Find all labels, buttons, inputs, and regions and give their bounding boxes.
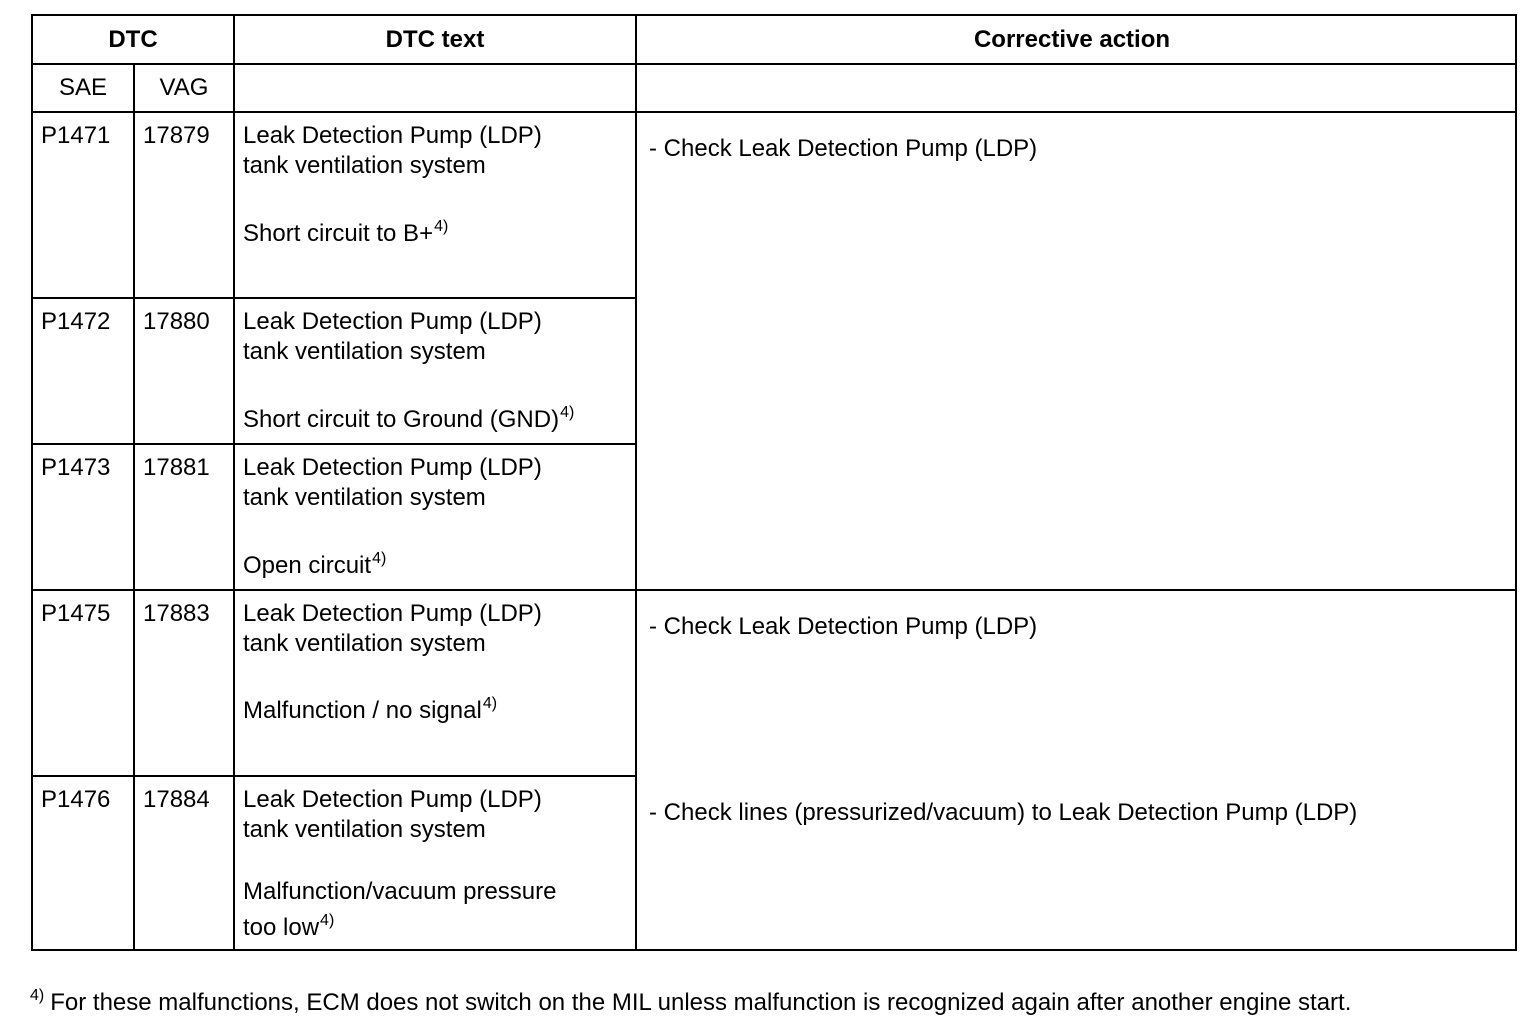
dtc-text-line: tank ventilation system xyxy=(243,338,486,365)
dtc-table xyxy=(31,14,1517,951)
vag-code: 17881 xyxy=(143,454,210,481)
grid-line xyxy=(635,16,637,949)
sae-code: P1472 xyxy=(41,308,111,335)
sae-code: P1471 xyxy=(41,122,111,149)
header-dtc: DTC xyxy=(108,26,158,53)
corrective-action-text: - Check lines (pressurized/vacuum) to Leak Detection Pump (LDP) xyxy=(649,799,1358,826)
header-dtc-text: DTC text xyxy=(385,26,485,53)
footnote-ref: 4) xyxy=(434,218,449,235)
footnote-ref: 4) xyxy=(482,695,498,712)
footnote-ref: 4) xyxy=(372,550,387,567)
footnote xyxy=(30,988,1351,1021)
dtc-text-line: tank ventilation system xyxy=(243,816,486,843)
dtc-text-line: tank ventilation system xyxy=(243,152,486,179)
dtc-detail xyxy=(243,696,497,729)
grid-line xyxy=(33,297,635,299)
dtc-text-line: Leak Detection Pump (LDP) xyxy=(243,786,542,813)
dtc-text-line: tank ventilation system xyxy=(243,630,486,657)
grid-line xyxy=(33,589,1515,591)
dtc-text-line: Leak Detection Pump (LDP) xyxy=(243,308,542,335)
grid-line xyxy=(33,111,1515,113)
dtc-text-line: Leak Detection Pump (LDP) xyxy=(243,122,542,149)
vag-code: 17879 xyxy=(143,122,210,149)
dtc-detail-text: Malfunction / no signal xyxy=(243,697,482,724)
dtc-text-line: tank ventilation system xyxy=(243,484,486,511)
dtc-detail-text: Short circuit to Ground (GND) xyxy=(243,406,560,433)
vag-code: 17880 xyxy=(143,308,210,335)
dtc-detail: Malfunction/vacuum pressure xyxy=(243,878,557,905)
header-sae: SAE xyxy=(58,74,108,101)
footnote-marker: 4) xyxy=(30,987,45,1004)
dtc-detail xyxy=(243,913,334,946)
dtc-detail-text: too low xyxy=(243,914,320,941)
footnote-ref: 4) xyxy=(560,404,575,421)
dtc-detail xyxy=(243,551,386,584)
corrective-action-text: - Check Leak Detection Pump (LDP) xyxy=(649,613,1038,640)
dtc-detail-text: Open circuit xyxy=(243,552,372,579)
vag-code: 17884 xyxy=(143,786,210,813)
grid-line xyxy=(233,16,235,949)
vag-code: 17883 xyxy=(143,600,210,627)
grid-line xyxy=(33,443,635,445)
sae-code: P1473 xyxy=(41,454,111,481)
sae-code: P1476 xyxy=(41,786,111,813)
sae-code: P1475 xyxy=(41,600,111,627)
dtc-detail xyxy=(243,405,574,438)
dtc-text-line: Leak Detection Pump (LDP) xyxy=(243,600,542,627)
dtc-text-line: Leak Detection Pump (LDP) xyxy=(243,454,542,481)
grid-line xyxy=(33,63,1515,65)
footnote-text: For these malfunctions, ECM does not switch on the MIL unless malfunction is recognized again after another engine start. xyxy=(50,989,1352,1016)
corrective-action-text: - Check Leak Detection Pump (LDP) xyxy=(649,135,1038,162)
header-corrective-action: Corrective action xyxy=(973,26,1171,53)
grid-line xyxy=(133,63,135,949)
dtc-detail-text: Short circuit to B+ xyxy=(243,220,434,247)
dtc-detail xyxy=(243,219,448,252)
grid-line xyxy=(33,775,635,777)
footnote-ref: 4) xyxy=(320,912,335,929)
header-vag: VAG xyxy=(159,74,209,101)
